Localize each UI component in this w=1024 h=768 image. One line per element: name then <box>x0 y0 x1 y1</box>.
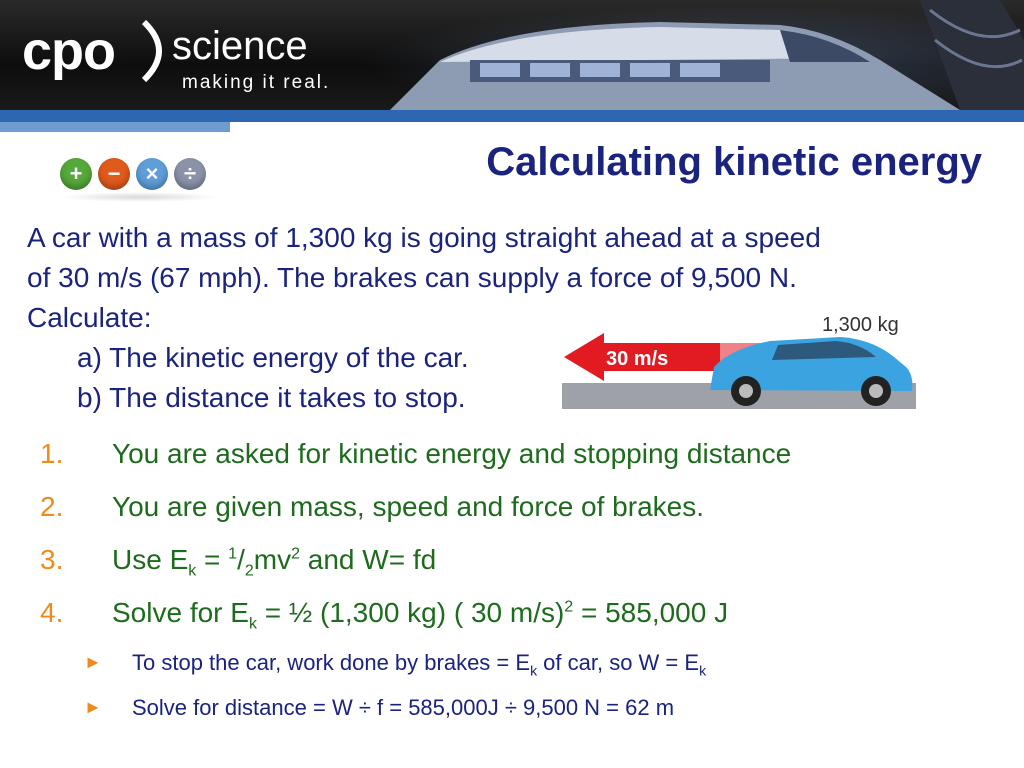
sub-step-item <box>40 650 1000 695</box>
header-blue-bar <box>0 110 1024 122</box>
math-operations-icons <box>60 158 206 190</box>
bullet-arrow-icon: ► <box>84 652 102 672</box>
problem-line: Calculate: <box>27 302 152 333</box>
mass-label: 1,300 kg <box>822 314 899 336</box>
car-speed-figure <box>560 305 920 415</box>
step-number: 1. <box>40 438 64 469</box>
step-text: You are given mass, speed and force of brakes. <box>112 491 704 522</box>
step-text: You are asked for kinetic energy and stopping distance <box>112 438 792 469</box>
solution-steps <box>40 438 1000 740</box>
step-formula: Solve for $E_k$ = ½ (1,300 kg) ( 30 m/s)$^2$ = 585,000 J <box>112 597 729 633</box>
sub-step-item <box>40 695 1000 740</box>
problem-part-b: b) The distance it takes to stop. <box>77 382 466 413</box>
icons-shadow <box>60 192 220 202</box>
logo-tagline: making it real. <box>182 72 331 93</box>
step-item <box>40 544 1000 597</box>
problem-part-a: a) The kinetic energy of the car. <box>77 342 469 373</box>
step-number: 2. <box>40 491 64 522</box>
header-banner <box>0 0 1024 110</box>
minus-icon: − <box>98 158 130 190</box>
divide-icon: ÷ <box>174 158 206 190</box>
problem-line: of 30 m/s (67 mph). The brakes can supply a force of 9,500 N. <box>27 262 797 293</box>
logo-swoosh-icon <box>140 18 174 84</box>
step-item <box>40 438 1000 491</box>
step-number: 3. <box>40 544 64 575</box>
logo-science-text: science <box>172 24 308 68</box>
step-number: 4. <box>40 597 64 628</box>
sub-step-text: To stop the car, work done by brakes = $E_k$ of car, so $W = E_k$ <box>132 650 707 679</box>
cpo-science-logo <box>22 14 352 94</box>
header-light-blue-bar <box>0 122 230 132</box>
speed-label: 30 m/s <box>606 348 669 370</box>
step-formula: Use $E_k = ^1/_2mv^2$ and W= fd <box>112 544 437 580</box>
slide-title: Calculating kinetic energy <box>486 140 982 184</box>
maglev-train-icon <box>360 0 1024 110</box>
sub-step-text: Solve for distance = W ÷ f = 585,000J ÷ 9,500 N = 62 m <box>132 695 675 720</box>
step-item <box>40 491 1000 544</box>
problem-line: A car with a mass of 1,300 kg is going straight ahead at a speed <box>27 222 821 253</box>
step-item <box>40 597 1000 650</box>
plus-icon: + <box>60 158 92 190</box>
logo-cpo-text: cpo <box>22 21 116 81</box>
times-icon: × <box>136 158 168 190</box>
bullet-arrow-icon: ► <box>84 697 102 717</box>
